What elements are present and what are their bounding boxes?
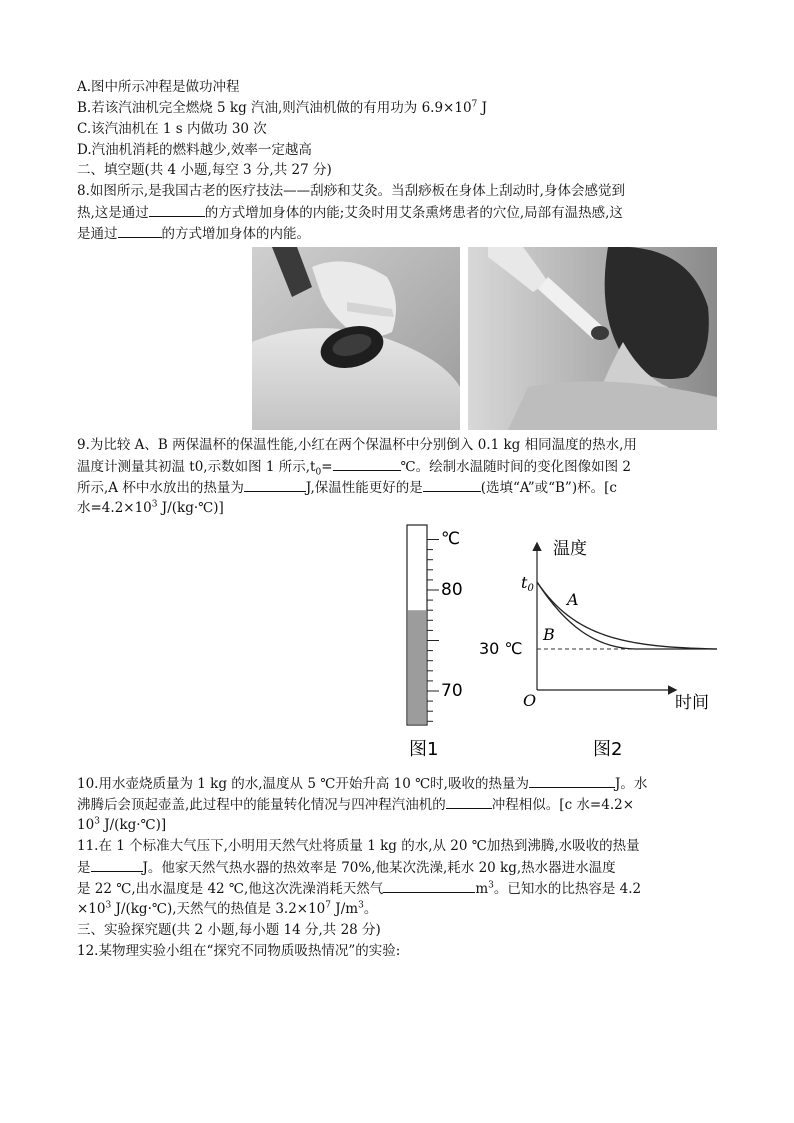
- thermometer-ticks: [427, 540, 439, 722]
- q9-line-2: [77, 456, 631, 477]
- q11-exp-4c: 3: [358, 900, 364, 911]
- moxibustion-illustration: [468, 247, 717, 430]
- q11-text-2b: J。他家天然气热水器的热效率是 70%,他某次洗澡,耗水 20 kg,热水器进水温度: [142, 860, 616, 876]
- q11-line-1: 11.在 1 个标准大气压下,小明用天然气灶将质量 1 kg 的水,从 20 ℃加热到沸腾,水吸收的热量: [77, 838, 640, 854]
- q8-line-1: 8.如图所示,是我国古老的医疗技法——刮痧和艾灸。当刮痧板在身体上刮动时,身体会感觉到: [77, 183, 625, 199]
- q11-text-4c: J/m: [331, 901, 359, 917]
- q9-blank-t0[interactable]: [333, 456, 401, 471]
- q9-line-1: 9.为比较 A、B 两保温杯的保温性能,小红在两个保温杯中分别倒入 0.1 kg 相同温度的热水,用: [77, 437, 637, 453]
- q10-text-1b: J。水: [614, 776, 648, 792]
- moxibustion-photo: [468, 247, 717, 430]
- x-axis-label: 时间: [675, 693, 709, 713]
- q8-line-2: [77, 202, 623, 223]
- q9-text-4a: 水=4.2×10: [77, 500, 152, 516]
- q11-text-4a: ×10: [77, 901, 106, 917]
- option-a: A.图中所示冲程是做功冲程: [77, 79, 240, 95]
- gua-sha-photo: [252, 247, 460, 430]
- q9-t0-subscript: 0: [315, 467, 322, 478]
- t0-label: [521, 573, 534, 594]
- q9-line-4: [77, 498, 224, 518]
- q10-line-1: [77, 773, 647, 794]
- q10-text-3a: 10: [77, 817, 95, 833]
- q11-exp-4b: 7: [325, 900, 332, 911]
- q9-text-2b: =: [321, 459, 333, 475]
- q10-text-2b: 冲程相似。[c 水=4.2×: [491, 797, 635, 813]
- option-b-unit: J: [477, 100, 487, 116]
- thermometer-unit: ℃: [441, 529, 461, 549]
- q11-text-3a: 是 22 ℃,出水温度是 42 ℃,他这次洗澡消耗天然气: [77, 881, 384, 897]
- q11-blank-gas[interactable]: [383, 878, 475, 893]
- q9-text-4b: J/(kg·℃)]: [157, 500, 224, 516]
- tick-label-80: 80: [441, 580, 463, 600]
- reference-30c-label: 30 ℃: [479, 639, 523, 658]
- option-d: D.汽油机消耗的燃料越少,效率一定越高: [77, 142, 312, 158]
- origin-label: O: [523, 691, 537, 710]
- q11-exp-4a: 3: [105, 900, 112, 911]
- figure-1-thermometer: [395, 520, 470, 765]
- figure-2-caption: 图2: [593, 739, 623, 760]
- q11-text-3c: 。已知水的比热容是 4.2: [493, 881, 642, 897]
- option-c: C.该汽油机在 1 s 内做功 30 次: [77, 121, 267, 137]
- thermometer-liquid: [408, 610, 426, 724]
- q11-exp-3: 3: [488, 880, 494, 891]
- q9-text-3b: J,保温性能更好的是: [305, 480, 423, 496]
- q11-line-3: [77, 878, 641, 899]
- q11-line-2: [77, 857, 616, 878]
- q12-line-1: 12.某物理实验小组在“探究不同物质吸热情况”的实验:: [77, 943, 401, 959]
- q11-text-2a: 是: [77, 860, 91, 876]
- q10-blank-heat[interactable]: [529, 773, 615, 788]
- q9-blank-cup[interactable]: [423, 477, 481, 492]
- option-b-exponent: 7: [471, 99, 478, 110]
- q8-text-2a: 热,这是通过: [77, 205, 149, 221]
- q11-text-4b: J/(kg·℃),天然气的热值是 3.2×10: [111, 901, 326, 917]
- q11-line-4: [77, 899, 377, 919]
- q9-text-3a: 所示,A 杯中水放出的热量为: [77, 480, 244, 496]
- section-3-title: 三、实验探究题(共 2 小题,每小题 14 分,共 28 分): [77, 922, 381, 938]
- option-b: [77, 98, 487, 118]
- tick-label-70: 70: [441, 681, 463, 701]
- q10-text-2a: 沸腾后会顶起壶盖,此过程中的能量转化情况与四冲程汽油机的: [77, 797, 446, 813]
- q9-text-3c: (选填“A”或“B”)杯。[c: [480, 480, 617, 496]
- q10-blank-stroke[interactable]: [446, 794, 492, 809]
- q10-text-1a: 10.用水壶烧质量为 1 kg 的水,温度从 5 ℃开始升高 10 ℃时,吸收的热量为: [77, 776, 529, 792]
- figure-1-caption: 图1: [409, 739, 439, 760]
- q10-line-3: [77, 815, 166, 835]
- q8-line-3: [77, 223, 310, 244]
- curve-b-label: B: [543, 625, 555, 644]
- option-b-text: B.若该汽油机完全燃烧 5 kg 汽油,则汽油机做的有用功为 6.9×10: [77, 100, 472, 116]
- q8-text-3a: 是通过: [77, 226, 118, 242]
- figure-2-graph: [475, 530, 725, 765]
- q10-text-3b: J/(kg·℃)]: [99, 817, 167, 833]
- y-axis-label: 温度: [553, 539, 587, 559]
- q11-text-3b: m: [475, 881, 489, 897]
- q11-blank-heat[interactable]: [91, 857, 143, 872]
- q8-text-3b: 的方式增加身体的内能。: [161, 226, 310, 242]
- q8-blank-1[interactable]: [149, 202, 205, 217]
- q9-text-2c: ℃。绘制水温随时间的变化图像如图 2: [400, 459, 632, 475]
- q8-text-2b: 的方式增加身体的内能;艾灸时用艾条熏烤患者的穴位,局部有温热感,这: [204, 205, 623, 221]
- gua-sha-illustration: [252, 247, 460, 430]
- q8-blank-2[interactable]: [118, 223, 162, 238]
- section-2-title: 二、填空题(共 4 小题,每空 3 分,共 27 分): [77, 162, 332, 178]
- q9-blank-heat[interactable]: [244, 477, 306, 492]
- q9-line-3: [77, 477, 617, 498]
- t0-letter: t: [521, 573, 528, 592]
- q10-exponent: 3: [94, 816, 100, 827]
- q9-text-2a: 温度计测量其初温 t0,示数如图 1 所示,t: [77, 459, 316, 475]
- q9-exponent: 3: [151, 499, 158, 510]
- curve-b: [537, 582, 717, 649]
- t0-subscript: 0: [527, 583, 534, 594]
- q10-line-2: [77, 794, 634, 815]
- q11-text-4d: 。: [363, 901, 378, 917]
- curve-a-label: A: [567, 590, 579, 609]
